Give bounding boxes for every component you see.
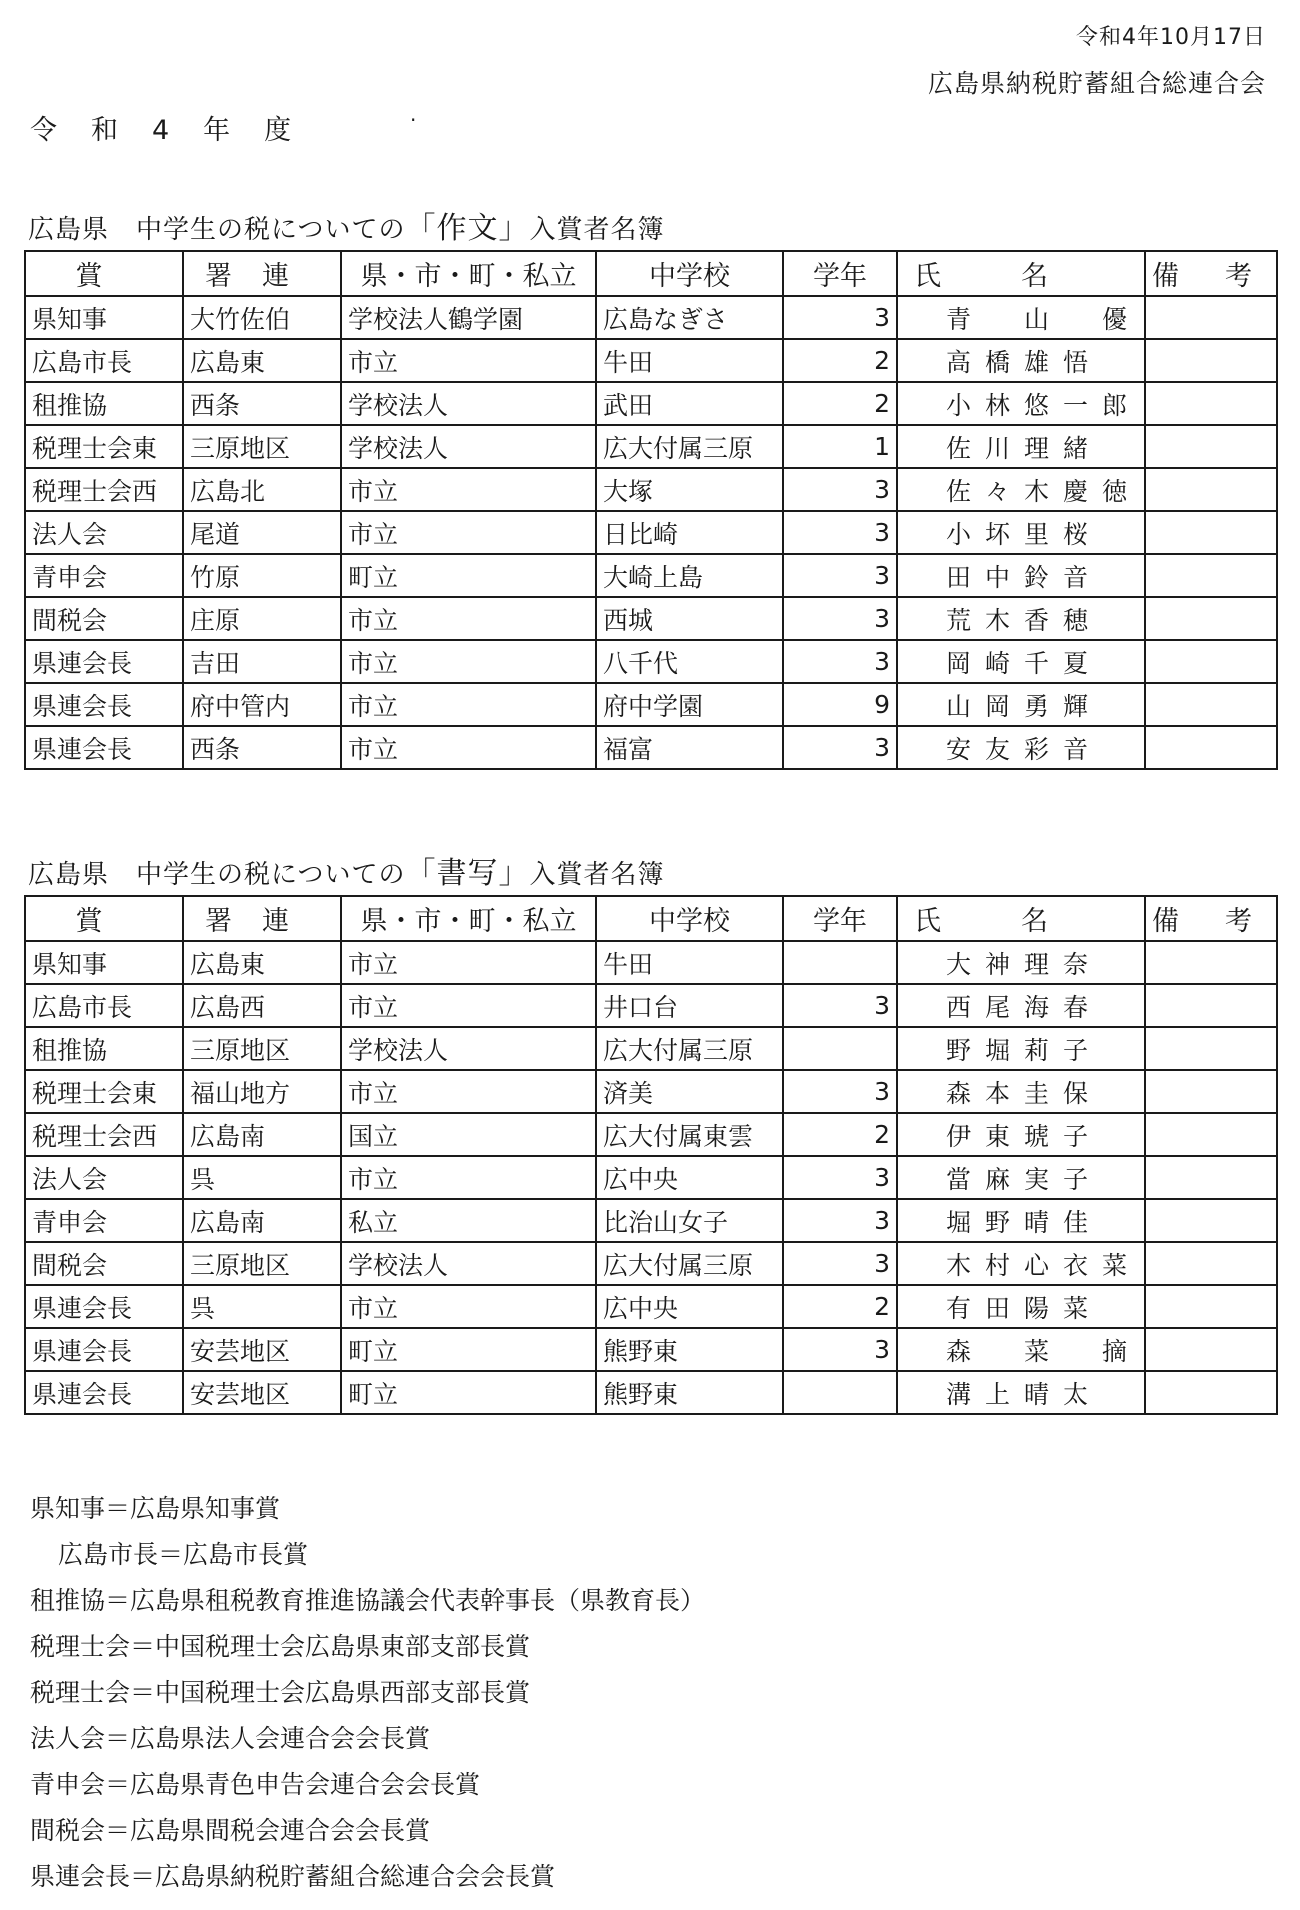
office-cell: 大竹佐伯 (183, 296, 341, 339)
school-cell: 広中央 (596, 1285, 783, 1328)
student-name-cell: 佐川理緒 (897, 425, 1145, 468)
calligraphy-title-prefix: 広島県 中学生の税についての (28, 860, 406, 890)
office-cell: 広島西 (183, 984, 341, 1027)
award-cell: 間税会 (25, 1242, 183, 1285)
student-name-cell: 大神理奈 (897, 941, 1145, 984)
grade-cell: 3 (783, 597, 897, 640)
table-row (25, 683, 1277, 726)
table-row (25, 382, 1277, 425)
table-row (25, 1113, 1277, 1156)
school-cell: 広大付属三原 (596, 1242, 783, 1285)
note-cell (1145, 726, 1277, 769)
school-cell: 広大付属三原 (596, 425, 783, 468)
school-cell: 広島なぎさ (596, 296, 783, 339)
school-cell: 大塚 (596, 468, 783, 511)
office-cell: 庄原 (183, 597, 341, 640)
school-cell: 比治山女子 (596, 1199, 783, 1242)
office-cell: 広島北 (183, 468, 341, 511)
school-cell: 井口台 (596, 984, 783, 1027)
note-cell (1145, 468, 1277, 511)
table-row (25, 726, 1277, 769)
note-cell (1145, 1156, 1277, 1199)
student-name-cell: 森 菜 摘 (897, 1328, 1145, 1371)
student-name-cell: 西尾海春 (897, 984, 1145, 1027)
grade-cell: 9 (783, 683, 897, 726)
award-cell: 税理士会西 (25, 468, 183, 511)
grade-cell: 3 (783, 1156, 897, 1199)
note-cell (1145, 1027, 1277, 1070)
award-cell: 県連会長 (25, 640, 183, 683)
legend-item: 県知事＝広島県知事賞 (30, 1494, 281, 1523)
table-row (25, 425, 1277, 468)
school-cell: 西城 (596, 597, 783, 640)
school-type-cell: 国立 (341, 1113, 596, 1156)
note-cell (1145, 1328, 1277, 1371)
school-cell: 済美 (596, 1070, 783, 1113)
student-name-cell: 安友彩音 (897, 726, 1145, 769)
table-row (25, 468, 1277, 511)
school-cell: 広大付属東雲 (596, 1113, 783, 1156)
school-type-cell: 市立 (341, 468, 596, 511)
school-type-cell: 学校法人 (341, 1027, 596, 1070)
note-cell (1145, 1242, 1277, 1285)
school-type-cell: 市立 (341, 1285, 596, 1328)
essay-winners-table (24, 250, 1298, 770)
note-cell (1145, 1113, 1277, 1156)
award-cell: 青申会 (25, 1199, 183, 1242)
student-name-cell: 木村心衣菜 (897, 1242, 1145, 1285)
col-header-name: 氏名 (897, 251, 1145, 296)
school-cell: 広中央 (596, 1156, 783, 1199)
school-type-cell: 市立 (341, 597, 596, 640)
note-cell (1145, 640, 1277, 683)
school-cell: 武田 (596, 382, 783, 425)
office-cell: 尾道 (183, 511, 341, 554)
grade-cell: 2 (783, 339, 897, 382)
office-cell: 広島東 (183, 339, 341, 382)
grade-cell: 3 (783, 554, 897, 597)
table-row (25, 1242, 1277, 1285)
office-cell: 広島南 (183, 1113, 341, 1156)
col-header-grade: 学年 (783, 896, 897, 941)
table-row (25, 597, 1277, 640)
school-type-cell: 町立 (341, 554, 596, 597)
student-name-cell: 田中鈴音 (897, 554, 1145, 597)
table-row (25, 511, 1277, 554)
legend-item: 青申会＝広島県青色申告会連合会会長賞 (30, 1770, 481, 1799)
note-cell (1145, 1199, 1277, 1242)
grade-cell: 3 (783, 1199, 897, 1242)
note-cell (1145, 425, 1277, 468)
school-cell: 日比崎 (596, 511, 783, 554)
grade-cell: 2 (783, 1285, 897, 1328)
calligraphy-title-suffix: 入賞者名簿 (529, 860, 665, 890)
col-header-school-type: 県・市・町・私立 (341, 251, 596, 296)
award-cell: 県連会長 (25, 683, 183, 726)
col-header-note: 備考 (1145, 251, 1277, 296)
essay-title-category: 「作文」 (405, 211, 530, 246)
school-cell: 熊野東 (596, 1371, 783, 1414)
note-cell (1145, 382, 1277, 425)
essay-title-suffix: 入賞者名簿 (529, 215, 665, 245)
col-header-school-type: 県・市・町・私立 (341, 896, 596, 941)
student-name-cell: 當麻実子 (897, 1156, 1145, 1199)
award-cell: 広島市長 (25, 339, 183, 382)
table-header-row (25, 251, 1277, 296)
award-cell: 税理士会西 (25, 1113, 183, 1156)
award-cell: 法人会 (25, 1156, 183, 1199)
school-type-cell: 市立 (341, 511, 596, 554)
grade-cell: 3 (783, 1070, 897, 1113)
note-cell (1145, 984, 1277, 1027)
note-cell (1145, 941, 1277, 984)
col-header-school: 中学校 (596, 896, 783, 941)
fiscal-year-heading: 令和4年度 (30, 115, 326, 146)
office-cell: 安芸地区 (183, 1328, 341, 1371)
student-name-cell: 山岡勇輝 (897, 683, 1145, 726)
note-cell (1145, 554, 1277, 597)
col-header-office: 署連 (183, 251, 341, 296)
school-type-cell: 学校法人 (341, 425, 596, 468)
office-cell: 福山地方 (183, 1070, 341, 1113)
grade-cell (783, 941, 897, 984)
grade-cell: 2 (783, 382, 897, 425)
table-row (25, 554, 1277, 597)
award-cell: 租推協 (25, 382, 183, 425)
col-header-name: 氏名 (897, 896, 1145, 941)
table-row (25, 1156, 1277, 1199)
office-cell: 広島南 (183, 1199, 341, 1242)
school-type-cell: 市立 (341, 1070, 596, 1113)
grade-cell (783, 1027, 897, 1070)
school-type-cell: 町立 (341, 1371, 596, 1414)
award-cell: 県連会長 (25, 726, 183, 769)
col-header-award: 賞 (25, 251, 183, 296)
award-cell: 県知事 (25, 296, 183, 339)
office-cell: 西条 (183, 726, 341, 769)
student-name-cell: 高橋雄悟 (897, 339, 1145, 382)
school-type-cell: 市立 (341, 984, 596, 1027)
calligraphy-winners-table (24, 895, 1298, 1415)
legend-item: 租推協＝広島県租税教育推進協議会代表幹事長（県教育長） (30, 1586, 706, 1615)
award-cell: 広島市長 (25, 984, 183, 1027)
school-type-cell: 学校法人鶴学園 (341, 296, 596, 339)
school-type-cell: 市立 (341, 941, 596, 984)
student-name-cell: 小林悠一郎 (897, 382, 1145, 425)
issuing-organization: 広島県納税貯蓄組合総連合会 (927, 69, 1266, 98)
col-header-office: 署連 (183, 896, 341, 941)
award-cell: 県連会長 (25, 1371, 183, 1414)
note-cell (1145, 683, 1277, 726)
award-cell: 県連会長 (25, 1285, 183, 1328)
office-cell: 吉田 (183, 640, 341, 683)
legend-item: 広島市長＝広島市長賞 (58, 1540, 309, 1569)
calligraphy-section-title (28, 848, 665, 892)
grade-cell: 1 (783, 425, 897, 468)
legend-item: 県連会長＝広島県納税貯蓄組合総連合会会長賞 (30, 1862, 556, 1891)
school-type-cell: 市立 (341, 683, 596, 726)
legend-item: 法人会＝広島県法人会連合会会長賞 (30, 1724, 431, 1753)
table-row (25, 1328, 1277, 1371)
note-cell (1145, 339, 1277, 382)
table-row (25, 1285, 1277, 1328)
grade-cell: 2 (783, 1113, 897, 1156)
grade-cell: 3 (783, 1242, 897, 1285)
school-cell: 府中学園 (596, 683, 783, 726)
grade-cell: 3 (783, 640, 897, 683)
legend-item: 税理士会＝中国税理士会広島県東部支部長賞 (30, 1632, 531, 1661)
table-row (25, 640, 1277, 683)
office-cell: 安芸地区 (183, 1371, 341, 1414)
school-cell: 福富 (596, 726, 783, 769)
student-name-cell: 野堀莉子 (897, 1027, 1145, 1070)
table-row (25, 339, 1277, 382)
student-name-cell: 溝上晴太 (897, 1371, 1145, 1414)
table-row (25, 1199, 1277, 1242)
stray-mark: · (410, 108, 417, 132)
award-cell: 間税会 (25, 597, 183, 640)
table-row (25, 1371, 1277, 1414)
table-row (25, 1070, 1277, 1113)
col-header-school: 中学校 (596, 251, 783, 296)
note-cell (1145, 597, 1277, 640)
school-type-cell: 私立 (341, 1199, 596, 1242)
note-cell (1145, 511, 1277, 554)
grade-cell: 3 (783, 1328, 897, 1371)
student-name-cell: 森本圭保 (897, 1070, 1145, 1113)
award-cell: 県知事 (25, 941, 183, 984)
grade-cell: 3 (783, 726, 897, 769)
student-name-cell: 荒木香穂 (897, 597, 1145, 640)
table-row (25, 296, 1277, 339)
note-cell (1145, 1070, 1277, 1113)
student-name-cell: 有田陽菜 (897, 1285, 1145, 1328)
school-cell: 広大付属三原 (596, 1027, 783, 1070)
office-cell: 三原地区 (183, 1242, 341, 1285)
table-row (25, 941, 1277, 984)
school-cell: 牛田 (596, 339, 783, 382)
calligraphy-title-category: 「書写」 (405, 856, 530, 891)
award-cell: 法人会 (25, 511, 183, 554)
student-name-cell: 伊東琥子 (897, 1113, 1145, 1156)
school-type-cell: 学校法人 (341, 382, 596, 425)
award-cell: 青申会 (25, 554, 183, 597)
award-cell: 税理士会東 (25, 1070, 183, 1113)
school-cell: 熊野東 (596, 1328, 783, 1371)
school-type-cell: 学校法人 (341, 1242, 596, 1285)
school-type-cell: 町立 (341, 1328, 596, 1371)
student-name-cell: 青 山 優 (897, 296, 1145, 339)
grade-cell: 3 (783, 511, 897, 554)
student-name-cell: 岡崎千夏 (897, 640, 1145, 683)
office-cell: 西条 (183, 382, 341, 425)
col-header-note: 備考 (1145, 896, 1277, 941)
office-cell: 呉 (183, 1156, 341, 1199)
essay-section-title (28, 203, 665, 247)
col-header-grade: 学年 (783, 251, 897, 296)
office-cell: 呉 (183, 1285, 341, 1328)
office-cell: 竹原 (183, 554, 341, 597)
student-name-cell: 佐々木慶徳 (897, 468, 1145, 511)
office-cell: 広島東 (183, 941, 341, 984)
document-date: 令和4年10月17日 (1076, 25, 1266, 50)
school-type-cell: 市立 (341, 726, 596, 769)
school-cell: 大崎上島 (596, 554, 783, 597)
award-cell: 県連会長 (25, 1328, 183, 1371)
note-cell (1145, 1371, 1277, 1414)
office-cell: 三原地区 (183, 425, 341, 468)
legend-item: 税理士会＝中国税理士会広島県西部支部長賞 (30, 1678, 531, 1707)
award-cell: 税理士会東 (25, 425, 183, 468)
office-cell: 府中管内 (183, 683, 341, 726)
table-header-row (25, 896, 1277, 941)
note-cell (1145, 1285, 1277, 1328)
table-row (25, 1027, 1277, 1070)
award-abbreviation-legend (30, 1486, 705, 1900)
student-name-cell: 小坏里桜 (897, 511, 1145, 554)
note-cell (1145, 296, 1277, 339)
legend-item: 間税会＝広島県間税会連合会会長賞 (30, 1816, 431, 1845)
school-type-cell: 市立 (341, 339, 596, 382)
award-cell: 租推協 (25, 1027, 183, 1070)
essay-title-prefix: 広島県 中学生の税についての (28, 215, 406, 245)
grade-cell: 3 (783, 984, 897, 1027)
grade-cell (783, 1371, 897, 1414)
grade-cell: 3 (783, 296, 897, 339)
school-type-cell: 市立 (341, 640, 596, 683)
office-cell: 三原地区 (183, 1027, 341, 1070)
school-cell: 牛田 (596, 941, 783, 984)
col-header-award: 賞 (25, 896, 183, 941)
grade-cell: 3 (783, 468, 897, 511)
school-type-cell: 市立 (341, 1156, 596, 1199)
table-row (25, 984, 1277, 1027)
student-name-cell: 堀野晴佳 (897, 1199, 1145, 1242)
school-cell: 八千代 (596, 640, 783, 683)
